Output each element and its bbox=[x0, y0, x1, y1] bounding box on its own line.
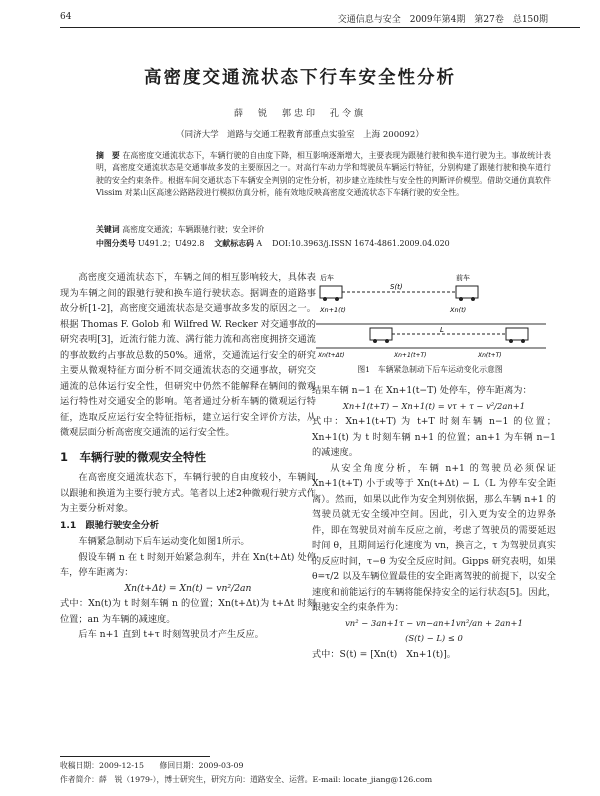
back-car-icon bbox=[320, 286, 342, 301]
classification bbox=[96, 238, 551, 250]
paper-affiliation: （同济大学 道路与交通工程教育部重点实验室 上海 200092） bbox=[176, 130, 424, 140]
keywords bbox=[96, 224, 551, 236]
abstract-text: 在高密度交通流状态下，车辆行驶的自由度下降，相互影响逐渐增大，主要表现为跟驰行驶和换车道行驶为主。事故统计表明，高密度交通流状态是交通事故多发的主要原因之一。对高行车动力学和驾驶员车辆运行特征，分别构建了跟驰行驶和换车道行驶的安全约束条件。根据车间交通状态下车辆安全判别的定性分析，初步建立连续性与安全性的判断评价模型。借助交通仿真软件 Vissim 对某山区高速公路路段进行模拟仿真分析，能有效地反映高密度交通流状态下车辆行驶的安全性。 bbox=[96, 151, 551, 197]
label-safe-distance: L bbox=[440, 326, 444, 334]
doc-label: 文献标志码 bbox=[214, 239, 254, 248]
footnote-author-info: 作者简介：薛 锐（1979-），博士研究生，研究方向：道路安全、运营。E-mail: locate_jiang@126.com bbox=[60, 775, 433, 784]
classification-text: U491.2；U492.8 bbox=[137, 239, 205, 248]
back-car-stopped-icon bbox=[370, 328, 392, 343]
doc-code: A bbox=[256, 239, 263, 248]
journal-header: 交通信息与安全 2009年第4期 第27卷 总150期 bbox=[337, 15, 548, 25]
paper-title: 高密度交通流状态下行车安全性分析 bbox=[144, 68, 456, 88]
figure-1 bbox=[310, 268, 550, 360]
subsection-text-1: 车辆紧急制动下后车运动变化如图1所示。 bbox=[78, 536, 250, 547]
figure-1-caption: 图1 车辆紧急制动下后车运动变化示意图 bbox=[357, 365, 503, 374]
equation-1: Xn(t+Δt) = Xn(t) − vn²/2an bbox=[124, 582, 252, 594]
footnote-rule bbox=[60, 756, 210, 757]
label-pos-right: Xn(t) bbox=[450, 306, 467, 314]
abstract bbox=[96, 150, 551, 199]
header-rule bbox=[60, 27, 580, 28]
paper-authors: 薛 锐 郭忠印 孔令旗 bbox=[233, 109, 366, 119]
footnote-received: 收稿日期：2009-12-15 修回日期：2009-03-09 bbox=[60, 761, 244, 770]
label-bottom-1: Xn(t+Δt) bbox=[318, 352, 345, 359]
section-1-text: 在高密度交通流状态下，车辆行驶的自由度较小，车辆间以跟驰和换道为主要行驶方式。笔者以上述2种微观行驶方式作为主要分析对象。 bbox=[60, 472, 316, 514]
subsection-1-1-title: 1.1 跟驰行驶安全分析 bbox=[60, 519, 159, 531]
label-gap: S(t) bbox=[390, 283, 403, 291]
classification-label: 中图分类号 bbox=[96, 239, 136, 248]
equation-2: Xn+1(t+T) − Xn+1(t) = vτ + τ − v²/2an+1 bbox=[342, 400, 526, 411]
keywords-label: 关键词 bbox=[96, 225, 120, 234]
doi: DOI:10.3963/j.ISSN 1674-4861.2009.04.020 bbox=[272, 239, 450, 248]
label-bottom-2: Xn+1(t+T) bbox=[394, 352, 427, 359]
equation-3a: vn² − 3an+1τ − vn−an+1vn²/an + 2an+1 bbox=[345, 617, 523, 628]
front-car-stopped-icon bbox=[506, 328, 528, 343]
intro-paragraph: 高密度交通流状态下，车辆之间的相互影响较大，具体表现为车辆之间的跟驰行驶和换车道行驶状态。据调查的道路事故分析[1-2]，高密度交通流状态是交通事故多发的原因之一。根据 Thomas F. Golob 和 Wilfred W. Recker 对交通事故的研究表明[3]，近流行能力流、满行能力流和高密度拥挤交通流的事故数约占事故总数的50%。通常，交通流运行安全的研究主要从微观特征方面分析不同交通流状态的交通事故，研究交通流的总体运行安全性，但研究中仍然不能解释在辆间的微观运行特性对交通安全的影响。笔者通过分析车辆的微观运行特征，选取反应运行安全特征指标，建立运行安全评价方法，从微观层面分析高密度交通流的运行安全性。 bbox=[60, 272, 316, 438]
page-number: 64 bbox=[60, 12, 72, 22]
section-1-title: 1 车辆行驶的微观安全特性 bbox=[60, 449, 207, 464]
abstract-label: 摘 要 bbox=[96, 151, 120, 160]
subsection-text-4: 后车 n+1 直到 t+τ 时刻驾驶员才产生反应。 bbox=[78, 629, 264, 640]
label-bottom-3: Xn(t+T) bbox=[478, 352, 502, 359]
label-back-car: 后车 bbox=[320, 274, 334, 282]
label-front-car: 前车 bbox=[456, 274, 470, 282]
label-pos-left: Xn+1(t) bbox=[320, 306, 346, 314]
right-text-2: 式中：Xn+1(t+T) 为 t+T 时刻车辆 n−1 的位置；Xn+1(t) 为 t 时刻车辆 n+1 的位置；an+1 为车辆 n−1 的减速度。 bbox=[312, 416, 556, 458]
keywords-text: 高密度交通流；车辆跟驰行驶；安全评价 bbox=[122, 225, 265, 234]
front-car-icon bbox=[456, 286, 478, 301]
right-text-3: 从安全角度分析，车辆 n+1 的驾驶员必须保证 Xn+1(t+T) 小于或等于 Xn(t+Δt) − L（L 为停车安全距离）。然而，如果以此作为安全判别依据，那么车辆 n+1 的驾驶员就无安全缓冲空间。因此，引入更为安全的边界条件，即在驾驶员对前车反应之前，考虑了驾驶员的需要延迟时间 θ，且期间运行化速度为 vn，换言之，τ 为驾驶员真实的反应时间，τ−θ 为安全反应时间。Gipps 研究表明，如果 θ=τ/2 以及车辆位置最佳的安全距离驾驶的前提下，以安全速度和前能运行的车辆将能保持安全的运行状态[5]。因此，跟驰安全约束条件为： bbox=[312, 462, 556, 613]
equation-3b: (S(t) − L) ≤ 0 bbox=[405, 633, 463, 643]
right-text-4: 式中：S(t) = [Xn(t) Xn+1(t)]。 bbox=[312, 648, 456, 660]
left-column bbox=[60, 270, 316, 643]
right-column bbox=[312, 383, 556, 662]
subsection-text-3: 式中：Xn(t)为 t 时刻车辆 n 的位置；Xn(t+Δt)为 t+Δt 时刻位置；an 为车辆的减速度。 bbox=[60, 598, 316, 625]
subsection-text-2: 假设车辆 n 在 t 时刻开始紧急刹车，并在 Xn(t+Δt) 处停车，停车距离为： bbox=[60, 551, 316, 578]
figure-1-diagram bbox=[310, 268, 550, 360]
right-text-1: 结果车辆 n−1 在 Xn+1(t−T) 处停车，停车距离为： bbox=[312, 385, 532, 396]
